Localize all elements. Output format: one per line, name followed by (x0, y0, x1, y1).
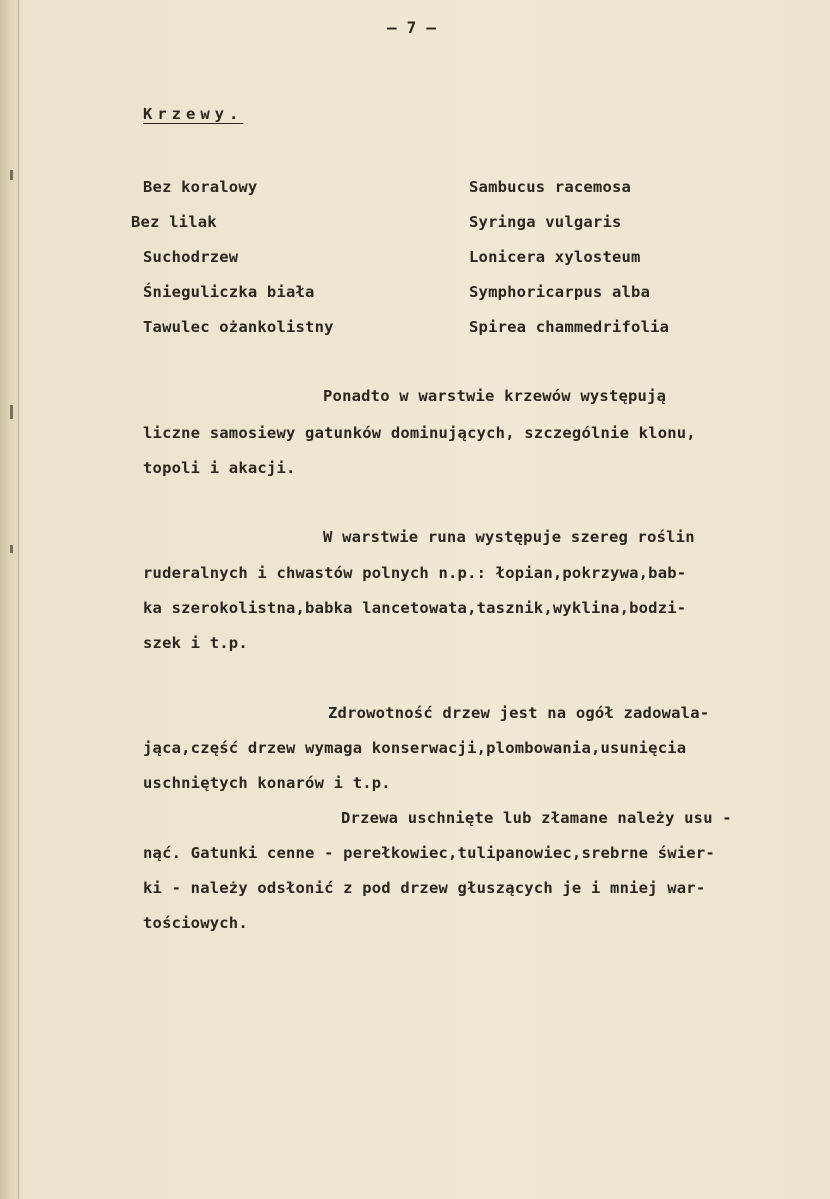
shrub-polish-name: Śnieguliczka biała (143, 283, 315, 301)
shrub-latin-name: Syringa vulgaris (469, 213, 622, 231)
paragraph-line: Ponadto w warstwie krzewów występują (323, 387, 667, 405)
paragraph-line: tościowych. (143, 914, 248, 932)
paragraph-line: liczne samosiewy gatunków dominujących, szczególnie klonu, (143, 424, 696, 442)
shrub-latin-name: Sambucus racemosa (469, 178, 632, 196)
paragraph-line: ruderalnych i chwastów polnych n.p.: łopian,pokrzywa,bab- (143, 564, 687, 582)
paragraph-line: Zdrowotność drzew jest na ogół zadowala- (328, 704, 710, 722)
margin-mark (10, 170, 13, 180)
shrub-latin-name: Symphoricarpus alba (469, 283, 651, 301)
binding-edge (18, 0, 19, 1199)
shrub-polish-name: Bez koralowy (143, 178, 258, 196)
shrub-latin-name: Lonicera xylosteum (469, 248, 641, 266)
shrub-polish-name: Suchodrzew (143, 248, 239, 266)
paragraph-line: jąca,część drzew wymaga konserwacji,plombowania,usunięcia (143, 739, 687, 757)
paragraph-line: topoli i akacji. (143, 459, 296, 477)
paragraph-line: szek i t.p. (143, 634, 248, 652)
shrub-polish-name: Tawulec ożankolistny (143, 318, 334, 336)
paragraph-line: Drzewa uschnięte lub złamane należy usu - (341, 809, 732, 827)
section-heading: Krzewy. (143, 105, 244, 123)
paragraph-line: uschniętych konarów i t.p. (143, 774, 391, 792)
paragraph-line: ka szerokolistna,babka lancetowata,tasznik,wyklina,bodzi- (143, 599, 687, 617)
margin-mark (10, 545, 13, 553)
margin-mark (10, 405, 13, 419)
paragraph-line: nąć. Gatunki cenne - perełkowiec,tulipanowiec,srebrne świer- (143, 844, 715, 862)
paragraph-line: W warstwie runa występuje szereg roślin (323, 528, 695, 546)
shrub-polish-name: Bez lilak (131, 213, 217, 231)
paragraph-line: ki - należy odsłonić z pod drzew głuszących je i mniej war- (143, 879, 706, 897)
shrub-latin-name: Spirea chammedrifolia (469, 318, 670, 336)
page-number: — 7 — (387, 18, 437, 37)
